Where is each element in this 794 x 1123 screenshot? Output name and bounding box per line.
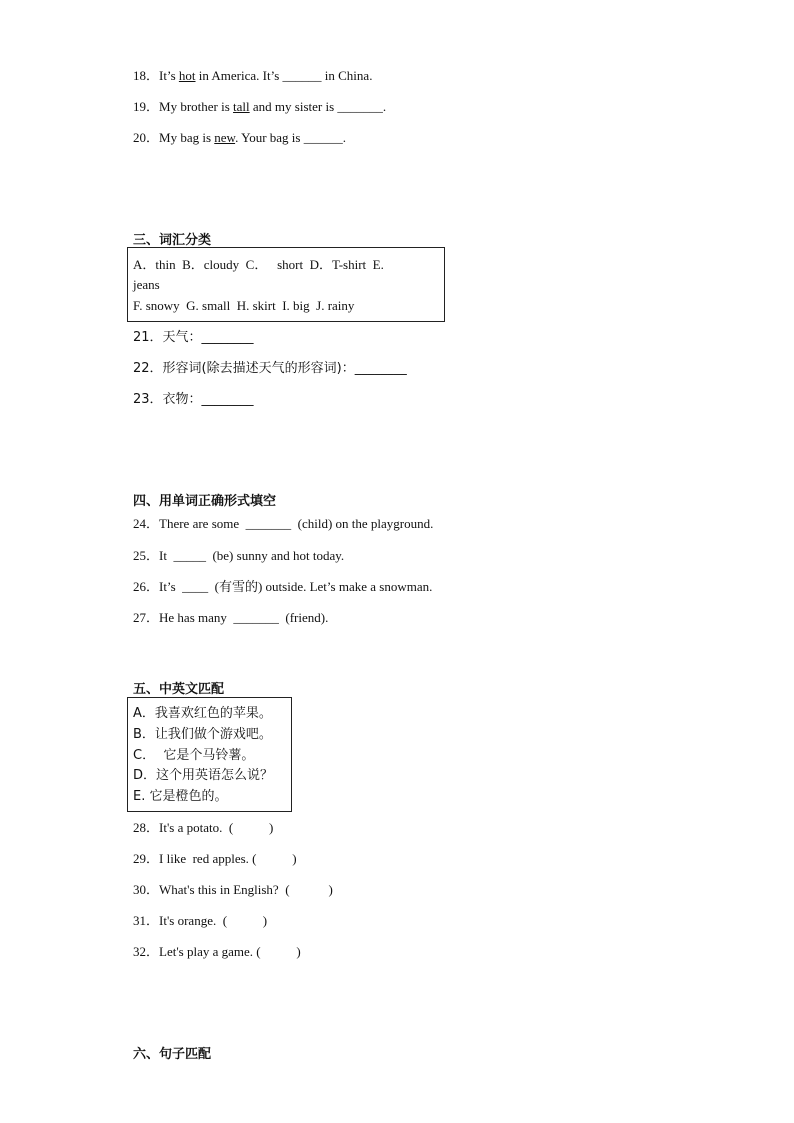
question-18: 18．It’s hot in America. It’s ______ in China. [133, 68, 373, 83]
match-box-line: C． 它是个马铃薯。 [133, 748, 255, 763]
match-box-line: D．这个用英语怎么说？ [133, 768, 274, 783]
word-box-line: jeans [133, 277, 160, 292]
section-3-word-box [127, 247, 445, 322]
section-3-title: 三、词汇分类 [133, 233, 212, 248]
question-20: 20．My bag is new. Your bag is ______. [133, 130, 346, 145]
question-27: 27．He has many _______ (friend). [133, 610, 329, 625]
question-22: 22．形容词(除去描述天气的形容词)：________ [133, 361, 407, 376]
question-30: 30．What's this in English? ( ) [133, 882, 333, 897]
question-23: 23．衣物：________ [133, 392, 254, 407]
section-4-title: 四、用单词正确形式填空 [133, 494, 277, 509]
word-box-line: A．thin B．cloudy C． short D．T-shirt E. [133, 257, 384, 272]
question-21: 21．天气：________ [133, 330, 254, 345]
match-box-line: B．让我们做个游戏吧。 [133, 727, 272, 742]
match-box-line: E. 它是橙色的。 [133, 789, 228, 804]
question-28: 28．It's a potato. ( ) [133, 820, 274, 835]
section-5-title: 五、中英文匹配 [133, 682, 225, 697]
question-19: 19．My brother is tall and my sister is _______. [133, 99, 387, 114]
match-box-line: A．我喜欢红色的苹果。 [133, 706, 272, 721]
question-25: 25．It _____ (be) sunny and hot today. [133, 548, 345, 563]
section-5-match-box [127, 697, 292, 812]
question-24: 24．There are some _______ (child) on the playground. [133, 516, 434, 531]
question-32: 32．Let's play a game. ( ) [133, 944, 301, 959]
word-box-line: F. snowy G. small H. skirt I. big J. rainy [133, 298, 355, 313]
question-31: 31．It's orange. ( ) [133, 913, 268, 928]
question-26: 26．It’s ____ (有雪的) outside. Let’s make a snowman. [133, 579, 433, 594]
section-6-title: 六、句子匹配 [133, 1047, 212, 1062]
question-29: 29．I like red apples. ( ) [133, 851, 297, 866]
